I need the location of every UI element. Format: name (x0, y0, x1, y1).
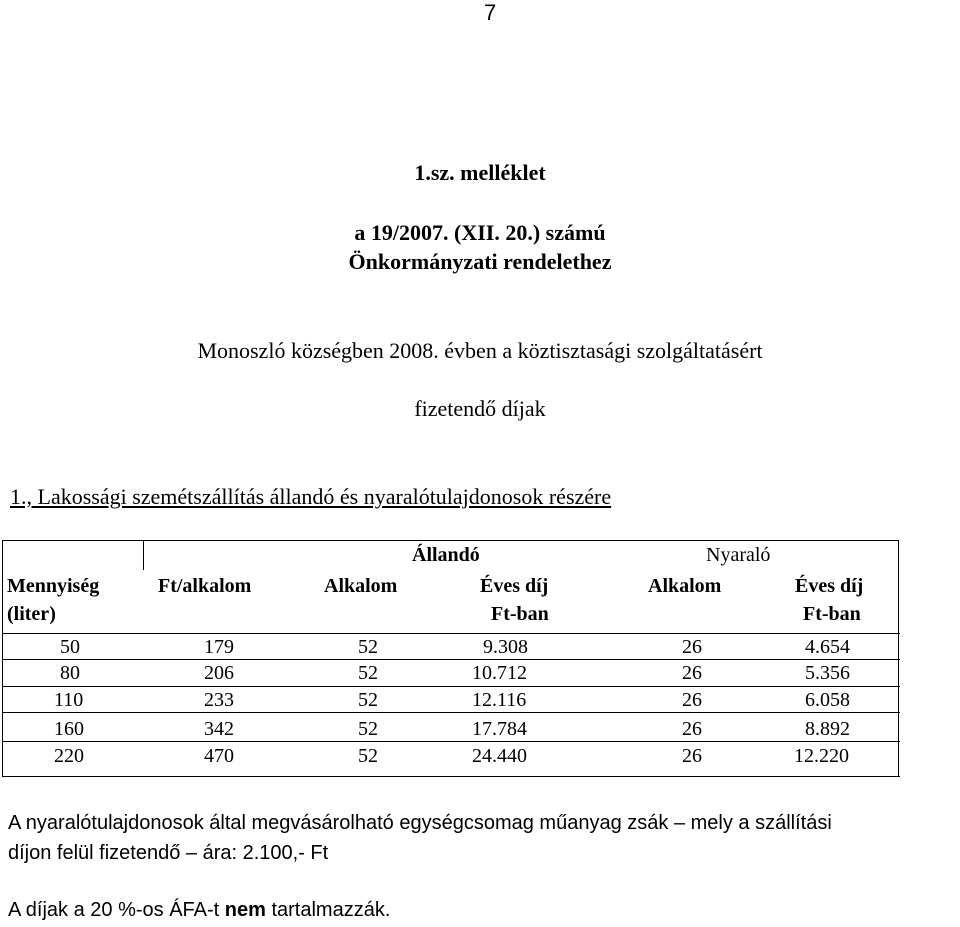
group-nyaralo: Nyaraló (706, 544, 771, 566)
cell-ny-alkalom: 26 (682, 662, 702, 684)
cell-liter: 110 (54, 689, 84, 711)
cell-liter: 220 (54, 745, 84, 767)
note-vat-bold: nem (224, 899, 266, 921)
col-mennyiseg: Mennyiség (7, 575, 100, 597)
cell-ny-eves: 6.058 (805, 689, 850, 711)
cell-alkalom: 52 (358, 745, 378, 767)
cell-eves: 24.440 (472, 745, 527, 767)
cell-ft-alkalom: 233 (204, 689, 234, 711)
col-eves-dij-nyaralo: Éves díj (795, 575, 864, 597)
cell-alkalom: 52 (358, 636, 378, 658)
cell-eves: 12.116 (472, 689, 527, 711)
note-bag-price-line2: díjon felül fizetendő – ára: 2.100,- Ft (8, 842, 329, 864)
annex-ref-line1: a 19/2007. (XII. 20.) számú (354, 220, 606, 245)
note-vat (8, 899, 390, 922)
col-ft-alkalom: Ft/alkalom (158, 575, 252, 597)
col-ft-ban-nyaralo: Ft-ban (803, 603, 861, 625)
cell-alkalom: 52 (358, 662, 378, 684)
col-alkalom: Alkalom (324, 575, 398, 597)
col-mennyiseg-unit: (liter) (7, 603, 56, 625)
col-eves-dij: Éves díj (480, 575, 549, 597)
col-ft-ban: Ft-ban (491, 603, 549, 625)
heading-line1: Monoszló községben 2008. évben a köztisztasági szolgáltatásért (197, 338, 763, 363)
heading-line2: fizetendő díjak (414, 396, 546, 421)
cell-eves: 10.712 (472, 662, 527, 684)
cell-alkalom: 52 (358, 718, 378, 740)
cell-alkalom: 52 (358, 689, 378, 711)
section-title: 1., Lakossági szemétszállítás állandó és nyaralótulajdonosok részére (10, 484, 612, 509)
cell-ny-alkalom: 26 (682, 718, 702, 740)
cell-ny-alkalom: 26 (682, 745, 702, 767)
cell-liter: 160 (54, 718, 84, 740)
col-alkalom-nyaralo: Alkalom (648, 575, 722, 597)
cell-ft-alkalom: 206 (204, 662, 234, 684)
cell-ny-alkalom: 26 (682, 636, 702, 658)
cell-ft-alkalom: 470 (204, 745, 234, 767)
cell-ny-eves: 4.654 (805, 636, 850, 658)
cell-liter: 50 (60, 636, 80, 658)
cell-ny-alkalom: 26 (682, 689, 702, 711)
cell-eves: 17.784 (472, 718, 527, 740)
note-vat-before: A díjak a 20 %-os ÁFA-t (8, 899, 225, 921)
note-vat-after: tartalmazzák. (265, 899, 391, 921)
cell-ft-alkalom: 342 (204, 718, 234, 740)
page-number: 7 (484, 0, 497, 25)
cell-ft-alkalom: 179 (204, 636, 234, 658)
group-allando: Állandó (412, 544, 480, 566)
cell-liter: 80 (60, 662, 80, 684)
note-bag-price-line1: A nyaralótulajdonosok által megvásárolható egységcsomag műanyag zsák – mely a szállítási (8, 812, 832, 834)
cell-ny-eves: 5.356 (805, 662, 850, 684)
cell-ny-eves: 8.892 (805, 718, 850, 740)
annex-ref-line2: Önkormányzati rendelethez (348, 249, 612, 274)
cell-eves: 9.308 (483, 636, 528, 658)
annex-title: 1.sz. melléklet (414, 160, 546, 185)
cell-ny-eves: 12.220 (794, 745, 849, 767)
